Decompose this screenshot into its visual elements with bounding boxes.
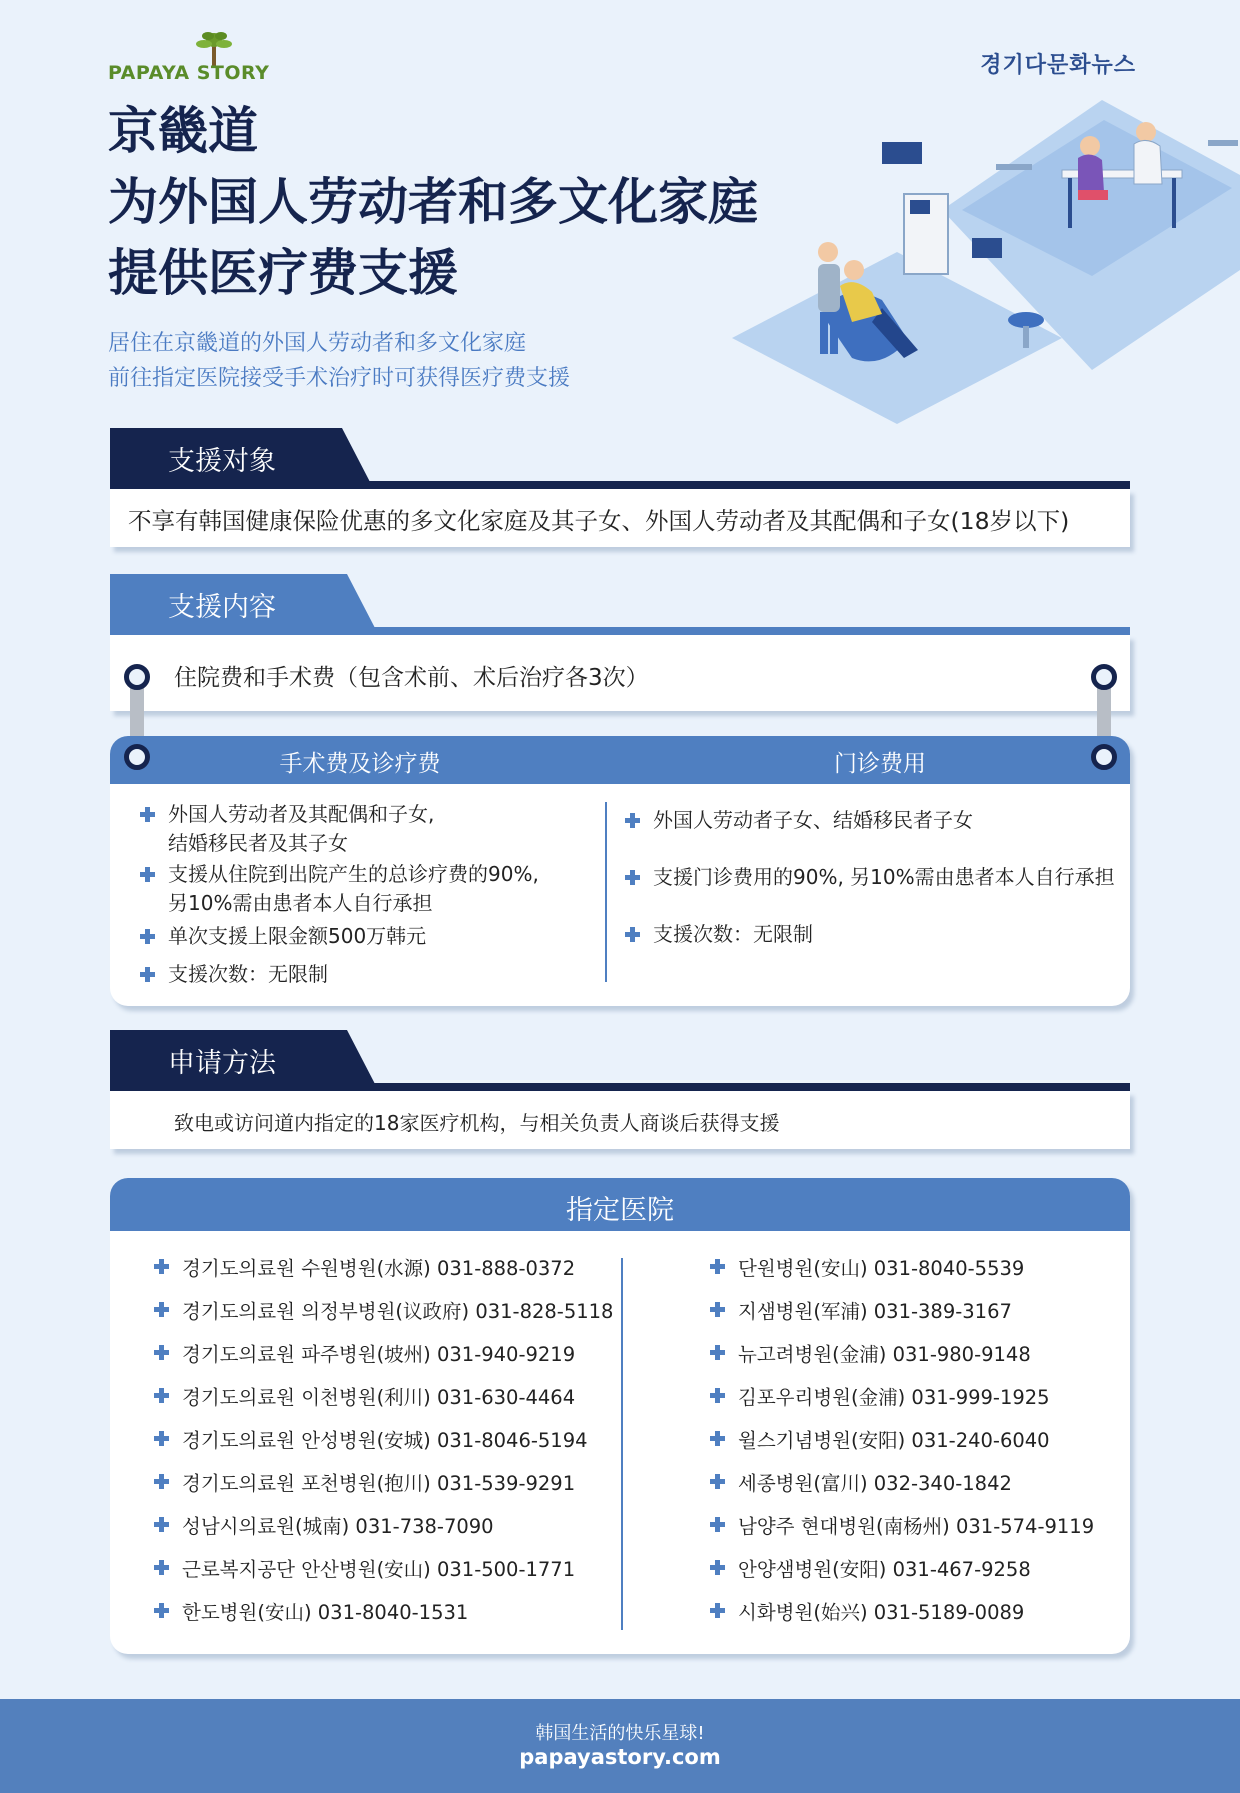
plus-icon <box>625 927 640 942</box>
right-hanger-ring-bottom <box>1091 744 1117 770</box>
plus-icon <box>154 1603 169 1618</box>
plus-icon <box>625 813 640 828</box>
plus-icon <box>710 1474 725 1489</box>
outpatient-item-text: 外国人劳动者子女、结婚移民者子女 <box>653 808 973 832</box>
hospital-name: 경기도의료원 안성병원(安城) 031-8046-5194 <box>182 1429 588 1452</box>
method-section-tab <box>110 1030 375 1084</box>
plus-icon <box>154 1474 169 1489</box>
surgery-fee-title: 手术费及诊疗费 <box>279 751 441 777</box>
hospital-name: 경기도의료원 수원병원(水源) 031-888-0372 <box>182 1257 576 1280</box>
left-hanger-ring-bottom <box>124 744 150 770</box>
footer-url-link[interactable]: papayastory.com <box>519 1745 721 1769</box>
target-section-tab <box>110 428 370 482</box>
plus-icon <box>140 867 155 882</box>
plus-icon <box>710 1259 725 1274</box>
right-hanger-ring-top <box>1091 664 1117 690</box>
page-subtitle <box>108 326 808 396</box>
target-heading: 支援对象 <box>168 446 276 477</box>
content-heading: 支援内容 <box>168 592 276 623</box>
content-text: 住院费和手术费（包含术前、术后治疗各3次） <box>174 665 649 691</box>
papaya-story-logo <box>108 30 278 84</box>
outpatient-item-text: 支援次数：无限制 <box>653 922 813 946</box>
hospital-name: 남양주 현대병원(南杨州) 031-574-9119 <box>738 1515 1095 1538</box>
hospital-name: 단원병원(安山) 031-8040-5539 <box>738 1257 1025 1280</box>
palm-tree-icon <box>194 30 234 66</box>
plus-icon <box>710 1560 725 1575</box>
hospital-name: 김포우리병원(金浦) 031-999-1925 <box>738 1386 1050 1409</box>
title-line-2: 为外国人劳动者和多文化家庭 <box>108 173 758 231</box>
hospital-name: 뉴고려병원(金浦) 031-980-9148 <box>738 1343 1031 1366</box>
support-details-panel <box>110 736 1130 1006</box>
surgery-item-line: 结婚移民者及其子女 <box>168 831 348 855</box>
plus-icon <box>154 1388 169 1403</box>
plus-icon <box>625 870 640 885</box>
plus-icon <box>154 1345 169 1360</box>
target-section-bar <box>110 481 1130 489</box>
hospital-name: 한도병원(安山) 031-8040-1531 <box>182 1601 469 1624</box>
subtitle-line-1: 居住在京畿道的外国人劳动者和多文化家庭 <box>108 331 527 356</box>
hospital-name: 경기도의료원 이천병원(利川) 031-630-4464 <box>182 1386 576 1409</box>
subtitle-line-2: 前往指定医院接受手术治疗时可获得医疗费支援 <box>108 366 571 391</box>
hospital-name: 경기도의료원 의정부병원(议政府) 031-828-5118 <box>182 1300 614 1323</box>
hospital-name: 경기도의료원 포천병원(抱川) 031-539-9291 <box>182 1472 576 1495</box>
plus-icon <box>154 1302 169 1317</box>
plus-icon <box>710 1388 725 1403</box>
target-text: 不享有韩国健康保险优惠的多文化家庭及其子女、外国人劳动者及其配偶和子女(18岁以下) <box>128 507 1070 535</box>
panel-divider <box>605 802 607 982</box>
surgery-item-line: 支援从住院到出院产生的总诊疗费的90%, <box>168 862 539 886</box>
plus-icon <box>710 1431 725 1446</box>
page-title <box>108 96 828 309</box>
hospital-name: 지샘병원(军浦) 031-389-3167 <box>738 1300 1012 1323</box>
surgery-item-line: 外国人劳动者及其配偶和子女, <box>168 802 435 826</box>
hospital-name: 윌스기념병원(安阳) 031-240-6040 <box>738 1429 1050 1452</box>
method-heading: 申请方法 <box>168 1048 276 1079</box>
korean-brand-name: 경기다문화뉴스 <box>980 52 1136 78</box>
plus-icon <box>710 1517 725 1532</box>
plus-icon <box>140 967 155 982</box>
method-text: 致电或访问道内指定的18家医疗机构，与相关负责人商谈后获得支援 <box>174 1111 780 1135</box>
hospital-name: 경기도의료원 파주병원(坡州) 031-940-9219 <box>182 1343 576 1366</box>
plus-icon <box>710 1603 725 1618</box>
method-section-bar <box>110 1083 1130 1091</box>
plus-icon <box>710 1345 725 1360</box>
panel-header <box>110 736 1130 784</box>
plus-icon <box>140 929 155 944</box>
hospitals-header <box>110 1178 1130 1231</box>
hospitals-title: 指定医院 <box>566 1195 674 1226</box>
plus-icon <box>154 1560 169 1575</box>
footer-tagline: 韩国生活的快乐星球! <box>535 1723 705 1744</box>
left-hanger-ring-top <box>124 664 150 690</box>
plus-icon <box>154 1259 169 1274</box>
medical-clinic-illustration <box>732 100 1240 460</box>
plus-icon <box>154 1431 169 1446</box>
target-box <box>110 489 1130 547</box>
surgery-item-line: 支援次数：无限制 <box>168 962 328 986</box>
content-section-tab <box>110 574 375 628</box>
hospital-name: 세종병원(富川) 032-340-1842 <box>738 1472 1012 1495</box>
outpatient-fee-title: 门诊费用 <box>834 751 926 777</box>
hospitals-divider <box>621 1258 623 1630</box>
content-box <box>110 635 1130 711</box>
plus-icon <box>140 807 155 822</box>
content-section-bar <box>110 627 1130 635</box>
logo-text: PAPAYA STORY <box>108 62 270 84</box>
hospital-name: 근로복지공단 안산병원(安山) 031-500-1771 <box>182 1558 576 1581</box>
hospital-name: 성남시의료원(城南) 031-738-7090 <box>182 1515 494 1538</box>
plus-icon <box>710 1302 725 1317</box>
title-line-1: 京畿道 <box>108 102 258 160</box>
outpatient-item-text: 支援门诊费用的90%, 另10%需由患者本人自行承担 <box>653 865 1115 889</box>
surgery-item-line: 另10%需由患者本人自行承担 <box>168 891 433 915</box>
designated-hospitals-panel <box>110 1178 1130 1654</box>
method-box <box>110 1091 1130 1149</box>
hospital-name: 안양샘병원(安阳) 031-467-9258 <box>738 1558 1031 1581</box>
hospital-name: 시화병원(始兴) 031-5189-0089 <box>738 1601 1025 1624</box>
plus-icon <box>154 1517 169 1532</box>
footer <box>0 1699 1240 1793</box>
title-line-3: 提供医疗费支援 <box>108 244 458 302</box>
surgery-item-line: 单次支援上限金额500万韩元 <box>168 924 427 948</box>
